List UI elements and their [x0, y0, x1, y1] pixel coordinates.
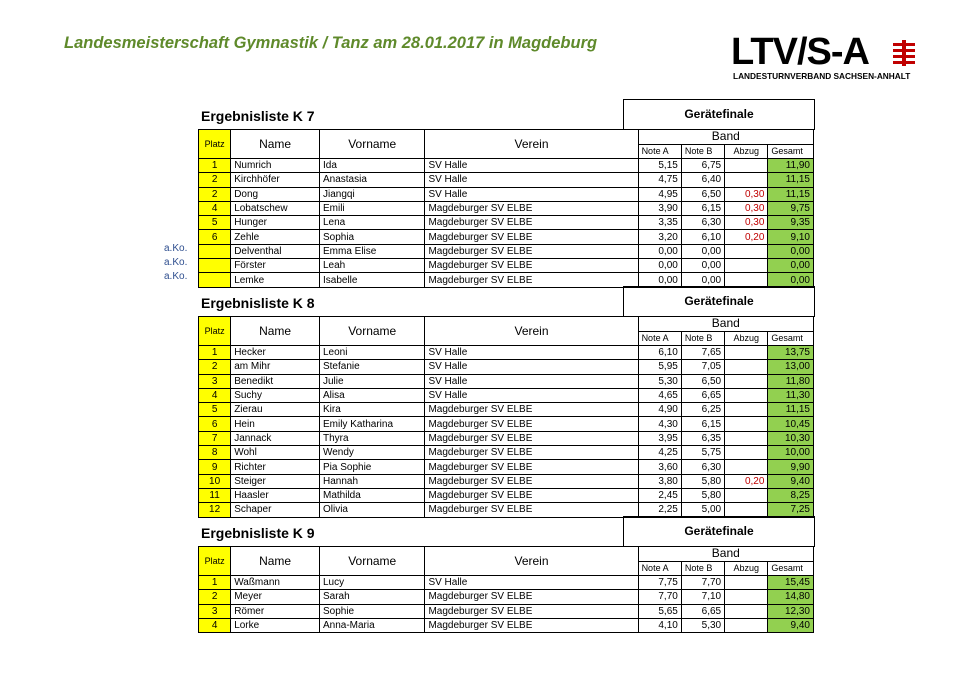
name-cell: Steiger [231, 474, 320, 488]
verein-cell: Magdeburger SV ELBE [425, 590, 638, 604]
gesamt-cell: 9,75 [768, 201, 814, 215]
verein-cell: Magdeburger SV ELBE [425, 431, 638, 445]
name-cell: Hunger [231, 216, 320, 230]
table-row [199, 403, 814, 417]
geraetefinale-label: Gerätefinale [684, 294, 754, 308]
abzug-cell: 0,20 [725, 474, 768, 488]
note-b-cell: 6,50 [681, 187, 724, 201]
vorname-cell: Anna-Maria [319, 618, 424, 632]
note-b-cell: 0,00 [681, 259, 724, 273]
column-header-note-b: Note B [681, 144, 724, 159]
abzug-cell [725, 159, 768, 173]
gesamt-cell: 15,45 [768, 576, 814, 590]
vorname-cell: Emili [319, 201, 424, 215]
rank-cell: 9 [199, 460, 231, 474]
results-table [198, 546, 814, 633]
verein-cell: SV Halle [425, 576, 638, 590]
gesamt-cell: 11,80 [768, 374, 814, 388]
note-b-cell: 7,10 [681, 590, 724, 604]
gesamt-cell: 8,25 [768, 488, 814, 502]
column-header-band: Band [638, 130, 813, 145]
abzug-cell: 0,30 [725, 216, 768, 230]
note-b-cell: 6,15 [681, 417, 724, 431]
column-header-gesamt: Gesamt [768, 144, 814, 159]
note-a-cell: 4,25 [638, 446, 681, 460]
column-header-band: Band [638, 547, 813, 562]
column-header-gesamt: Gesamt [768, 331, 814, 346]
gesamt-cell: 12,30 [768, 604, 814, 618]
column-header-note-a: Note A [638, 331, 681, 346]
abzug-cell [725, 576, 768, 590]
name-cell: am Mihr [231, 360, 320, 374]
column-header-gesamt: Gesamt [768, 561, 814, 576]
note-a-cell: 3,90 [638, 201, 681, 215]
rank-cell: 2 [199, 360, 231, 374]
note-b-cell: 6,35 [681, 431, 724, 445]
note-b-cell: 6,15 [681, 201, 724, 215]
gesamt-cell: 9,40 [768, 618, 814, 632]
rank-cell: 2 [199, 173, 231, 187]
verein-cell: Magdeburger SV ELBE [425, 230, 638, 244]
gesamt-cell: 0,00 [768, 273, 814, 287]
table-row [199, 590, 814, 604]
note-a-cell: 3,95 [638, 431, 681, 445]
vorname-cell: Olivia [319, 503, 424, 517]
table-row [199, 173, 814, 187]
abzug-cell [725, 173, 768, 187]
name-cell: Lobatschew [231, 201, 320, 215]
name-cell: Jannack [231, 431, 320, 445]
results-table [198, 129, 814, 288]
note-a-cell: 2,25 [638, 503, 681, 517]
abzug-cell [725, 403, 768, 417]
gesamt-cell: 11,15 [768, 173, 814, 187]
vorname-cell: Emily Katharina [319, 417, 424, 431]
table-row [199, 201, 814, 215]
gesamt-cell: 11,15 [768, 187, 814, 201]
column-header-band: Band [638, 317, 813, 332]
name-cell: Dong [231, 187, 320, 201]
rank-cell: 6 [199, 417, 231, 431]
table-row [199, 576, 814, 590]
note-a-cell: 3,80 [638, 474, 681, 488]
column-header-abzug: Abzug [725, 561, 768, 576]
column-header-name: Name [231, 317, 320, 346]
note-a-cell: 0,00 [638, 273, 681, 287]
note-b-cell: 6,10 [681, 230, 724, 244]
gesamt-cell: 9,10 [768, 230, 814, 244]
verein-cell: SV Halle [425, 374, 638, 388]
verein-cell: Magdeburger SV ELBE [425, 259, 638, 273]
column-header-note-b: Note B [681, 331, 724, 346]
rank-cell: 7 [199, 431, 231, 445]
gesamt-cell: 13,00 [768, 360, 814, 374]
vorname-cell: Jiangqi [319, 187, 424, 201]
rank-cell: 5 [199, 216, 231, 230]
name-cell: Richter [231, 460, 320, 474]
logo-subtitle: LANDESTURNVERBAND SACHSEN-ANHALT [733, 71, 911, 81]
rank-cell: 2 [199, 590, 231, 604]
geraetefinale-header [623, 516, 815, 547]
name-cell: Wohl [231, 446, 320, 460]
abzug-cell: 0,20 [725, 230, 768, 244]
note-a-cell: 4,75 [638, 173, 681, 187]
note-b-cell: 5,30 [681, 618, 724, 632]
verein-cell: Magdeburger SV ELBE [425, 488, 638, 502]
verein-cell: Magdeburger SV ELBE [425, 503, 638, 517]
rank-cell: 12 [199, 503, 231, 517]
abzug-cell: 0,30 [725, 201, 768, 215]
gesamt-cell: 13,75 [768, 346, 814, 360]
note-b-cell: 6,75 [681, 159, 724, 173]
column-header-platz: Platz [199, 547, 231, 576]
rank-cell: 4 [199, 201, 231, 215]
note-a-cell: 4,90 [638, 403, 681, 417]
table-row [199, 604, 814, 618]
gesamt-cell: 14,80 [768, 590, 814, 604]
gesamt-cell: 11,30 [768, 388, 814, 402]
table-row [199, 187, 814, 201]
column-header-platz: Platz [199, 130, 231, 159]
gesamt-cell: 7,25 [768, 503, 814, 517]
rank-cell: 4 [199, 618, 231, 632]
note-a-cell: 3,60 [638, 460, 681, 474]
note-a-cell: 4,65 [638, 388, 681, 402]
gesamt-cell: 11,90 [768, 159, 814, 173]
verein-cell: Magdeburger SV ELBE [425, 403, 638, 417]
verein-cell: Magdeburger SV ELBE [425, 273, 638, 287]
column-header-note-a: Note A [638, 144, 681, 159]
gesamt-cell: 9,35 [768, 216, 814, 230]
note-b-cell: 5,80 [681, 474, 724, 488]
name-cell: Zierau [231, 403, 320, 417]
note-a-cell: 4,30 [638, 417, 681, 431]
section-title: Ergebnisliste K 9 [201, 525, 315, 541]
name-cell: Hecker [231, 346, 320, 360]
logo-emblem-icon [893, 40, 915, 66]
name-cell: Delventhal [231, 244, 320, 258]
column-header-note-b: Note B [681, 561, 724, 576]
gesamt-cell: 0,00 [768, 259, 814, 273]
ako-label: a.Ko. [164, 257, 188, 269]
rank-cell: 1 [199, 346, 231, 360]
column-header-abzug: Abzug [725, 144, 768, 159]
name-cell: Römer [231, 604, 320, 618]
table-row [199, 431, 814, 445]
vorname-cell: Pia Sophie [319, 460, 424, 474]
vorname-cell: Anastasia [319, 173, 424, 187]
name-cell: Meyer [231, 590, 320, 604]
vorname-cell: Hannah [319, 474, 424, 488]
column-header-verein: Verein [425, 130, 638, 159]
abzug-cell [725, 590, 768, 604]
vorname-cell: Thyra [319, 431, 424, 445]
vorname-cell: Leoni [319, 346, 424, 360]
note-b-cell: 6,65 [681, 604, 724, 618]
note-b-cell: 5,00 [681, 503, 724, 517]
table-row [199, 488, 814, 502]
abzug-cell [725, 346, 768, 360]
logo-text: LTV/S-A [731, 31, 869, 73]
rank-cell [199, 259, 231, 273]
abzug-cell: 0,30 [725, 187, 768, 201]
abzug-cell [725, 388, 768, 402]
abzug-cell [725, 374, 768, 388]
note-b-cell: 6,50 [681, 374, 724, 388]
page-title: Landesmeisterschaft Gymnastik / Tanz am 28.01.2017 in Magdeburg [64, 34, 598, 52]
column-header-vorname: Vorname [319, 130, 424, 159]
name-cell: Kirchhöfer [231, 173, 320, 187]
rank-cell: 3 [199, 374, 231, 388]
column-header-platz: Platz [199, 317, 231, 346]
abzug-cell [725, 259, 768, 273]
note-b-cell: 6,25 [681, 403, 724, 417]
table-row [199, 460, 814, 474]
name-cell: Lemke [231, 273, 320, 287]
gesamt-cell: 11,15 [768, 403, 814, 417]
table-row [199, 374, 814, 388]
table-row [199, 159, 814, 173]
table-header-row [199, 317, 814, 332]
abzug-cell [725, 431, 768, 445]
name-cell: Numrich [231, 159, 320, 173]
table-row [199, 503, 814, 517]
name-cell: Lorke [231, 618, 320, 632]
vorname-cell: Lena [319, 216, 424, 230]
column-header-name: Name [231, 130, 320, 159]
note-b-cell: 0,00 [681, 273, 724, 287]
vorname-cell: Sophie [319, 604, 424, 618]
rank-cell: 3 [199, 604, 231, 618]
name-cell: Schaper [231, 503, 320, 517]
rank-cell: 8 [199, 446, 231, 460]
geraetefinale-label: Gerätefinale [684, 107, 754, 121]
vorname-cell: Lucy [319, 576, 424, 590]
note-b-cell: 7,65 [681, 346, 724, 360]
rank-cell: 6 [199, 230, 231, 244]
rank-cell [199, 244, 231, 258]
verein-cell: SV Halle [425, 346, 638, 360]
rank-cell: 11 [199, 488, 231, 502]
rank-cell: 4 [199, 388, 231, 402]
note-b-cell: 0,00 [681, 244, 724, 258]
note-b-cell: 7,05 [681, 360, 724, 374]
gesamt-cell: 10,45 [768, 417, 814, 431]
verein-cell: Magdeburger SV ELBE [425, 604, 638, 618]
gesamt-cell: 9,90 [768, 460, 814, 474]
vorname-cell: Wendy [319, 446, 424, 460]
note-b-cell: 5,75 [681, 446, 724, 460]
column-header-abzug: Abzug [725, 331, 768, 346]
verein-cell: SV Halle [425, 187, 638, 201]
geraetefinale-header [623, 99, 815, 130]
note-b-cell: 5,80 [681, 488, 724, 502]
vorname-cell: Emma Elise [319, 244, 424, 258]
verein-cell: Magdeburger SV ELBE [425, 460, 638, 474]
verein-cell: Magdeburger SV ELBE [425, 474, 638, 488]
abzug-cell [725, 488, 768, 502]
table-header-row [199, 547, 814, 562]
note-a-cell: 3,35 [638, 216, 681, 230]
column-header-verein: Verein [425, 317, 638, 346]
vorname-cell: Leah [319, 259, 424, 273]
table-row [199, 259, 814, 273]
vorname-cell: Ida [319, 159, 424, 173]
rank-cell: 1 [199, 576, 231, 590]
column-header-note-a: Note A [638, 561, 681, 576]
geraetefinale-header [623, 286, 815, 317]
geraetefinale-label: Gerätefinale [684, 524, 754, 538]
vorname-cell: Alisa [319, 388, 424, 402]
gesamt-cell: 10,30 [768, 431, 814, 445]
note-a-cell: 7,75 [638, 576, 681, 590]
note-a-cell: 6,10 [638, 346, 681, 360]
name-cell: Hein [231, 417, 320, 431]
note-b-cell: 6,40 [681, 173, 724, 187]
column-header-vorname: Vorname [319, 547, 424, 576]
verein-cell: SV Halle [425, 388, 638, 402]
name-cell: Benedikt [231, 374, 320, 388]
abzug-cell [725, 503, 768, 517]
note-a-cell: 3,20 [638, 230, 681, 244]
note-a-cell: 2,45 [638, 488, 681, 502]
vorname-cell: Kira [319, 403, 424, 417]
table-row [199, 346, 814, 360]
rank-cell [199, 273, 231, 287]
abzug-cell [725, 604, 768, 618]
table-row [199, 216, 814, 230]
abzug-cell [725, 618, 768, 632]
rank-cell: 10 [199, 474, 231, 488]
rank-cell: 1 [199, 159, 231, 173]
section-title: Ergebnisliste K 8 [201, 295, 315, 311]
table-row [199, 417, 814, 431]
note-a-cell: 5,95 [638, 360, 681, 374]
column-header-name: Name [231, 547, 320, 576]
note-a-cell: 5,15 [638, 159, 681, 173]
vorname-cell: Isabelle [319, 273, 424, 287]
rank-cell: 5 [199, 403, 231, 417]
vorname-cell: Sophia [319, 230, 424, 244]
name-cell: Suchy [231, 388, 320, 402]
column-header-verein: Verein [425, 547, 638, 576]
column-header-vorname: Vorname [319, 317, 424, 346]
table-row [199, 446, 814, 460]
verein-cell: SV Halle [425, 159, 638, 173]
ako-label: a.Ko. [164, 242, 188, 254]
vorname-cell: Stefanie [319, 360, 424, 374]
verein-cell: Magdeburger SV ELBE [425, 446, 638, 460]
ako-label: a.Ko. [164, 271, 188, 283]
note-a-cell: 5,30 [638, 374, 681, 388]
rank-cell: 2 [199, 187, 231, 201]
table-row [199, 244, 814, 258]
table-row [199, 230, 814, 244]
abzug-cell [725, 360, 768, 374]
name-cell: Förster [231, 259, 320, 273]
abzug-cell [725, 460, 768, 474]
abzug-cell [725, 446, 768, 460]
verein-cell: Magdeburger SV ELBE [425, 244, 638, 258]
table-row [199, 474, 814, 488]
note-b-cell: 6,30 [681, 216, 724, 230]
name-cell: Haasler [231, 488, 320, 502]
note-a-cell: 0,00 [638, 259, 681, 273]
ltvsa-logo [731, 31, 915, 82]
verein-cell: SV Halle [425, 360, 638, 374]
vorname-cell: Sarah [319, 590, 424, 604]
verein-cell: SV Halle [425, 173, 638, 187]
note-b-cell: 6,65 [681, 388, 724, 402]
gesamt-cell: 10,00 [768, 446, 814, 460]
gesamt-cell: 9,40 [768, 474, 814, 488]
abzug-cell [725, 417, 768, 431]
note-a-cell: 0,00 [638, 244, 681, 258]
verein-cell: Magdeburger SV ELBE [425, 417, 638, 431]
table-row [199, 360, 814, 374]
note-b-cell: 7,70 [681, 576, 724, 590]
section-title: Ergebnisliste K 7 [201, 108, 315, 124]
table-row [199, 618, 814, 632]
vorname-cell: Mathilda [319, 488, 424, 502]
results-table [198, 316, 814, 518]
vorname-cell: Julie [319, 374, 424, 388]
verein-cell: Magdeburger SV ELBE [425, 216, 638, 230]
note-a-cell: 5,65 [638, 604, 681, 618]
name-cell: Zehle [231, 230, 320, 244]
table-row [199, 388, 814, 402]
note-a-cell: 4,95 [638, 187, 681, 201]
table-header-row [199, 130, 814, 145]
note-a-cell: 7,70 [638, 590, 681, 604]
abzug-cell [725, 244, 768, 258]
gesamt-cell: 0,00 [768, 244, 814, 258]
note-a-cell: 4,10 [638, 618, 681, 632]
name-cell: Waßmann [231, 576, 320, 590]
verein-cell: Magdeburger SV ELBE [425, 618, 638, 632]
verein-cell: Magdeburger SV ELBE [425, 201, 638, 215]
note-b-cell: 6,30 [681, 460, 724, 474]
